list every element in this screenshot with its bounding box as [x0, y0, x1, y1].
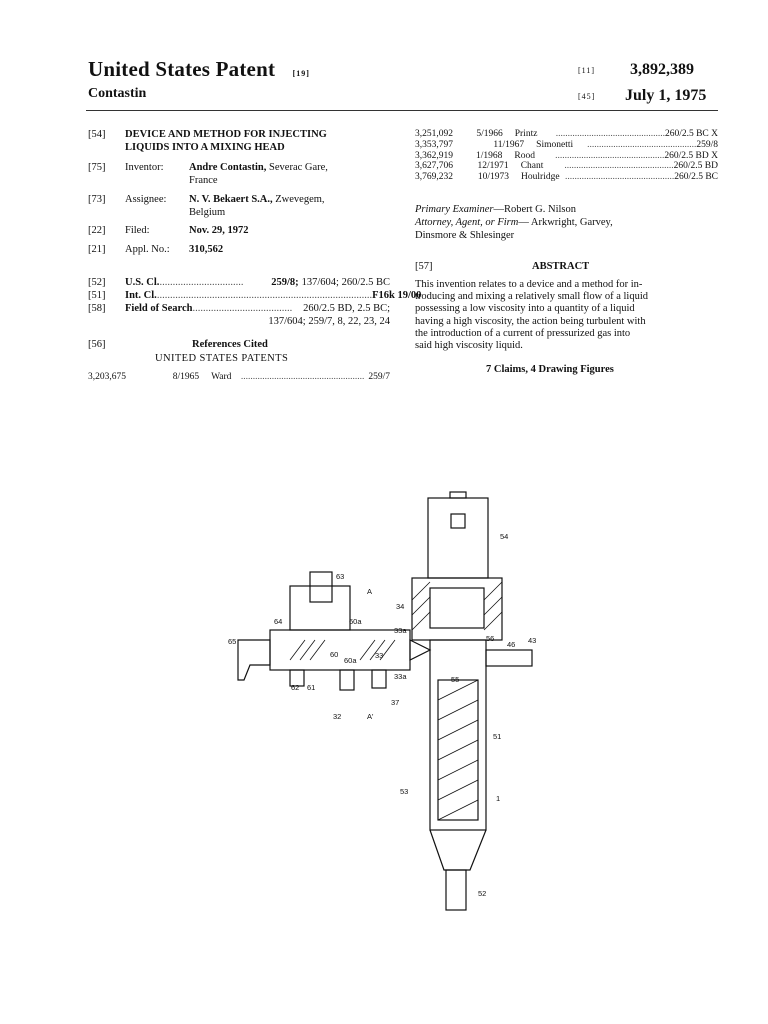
figure-label: 53: [400, 787, 409, 796]
patent-number-code: [11]: [578, 66, 596, 75]
attorney-name1: — Arkwright, Garvey,: [518, 217, 613, 228]
assignee-field-code: [73]: [88, 194, 106, 205]
ref-leader: ..............................................: [587, 139, 697, 150]
figure-label: 46: [507, 640, 516, 649]
abstract-line: the introduction of a current of pressurized gas into: [415, 327, 631, 339]
search-leader: ......................................: [192, 303, 293, 314]
abstract-line: troducing and mixing a relatively small flow of a liquid: [415, 291, 648, 303]
refs-subtitle: UNITED STATES PATENTS: [155, 353, 289, 364]
ref-number: 3,627,706: [415, 161, 453, 172]
figure-labels: [228, 532, 536, 898]
ref-name: Simonetti: [536, 139, 574, 150]
figure-label: 60: [330, 650, 339, 659]
patent-title: United States Patent: [88, 57, 276, 81]
claims-summary: 7 Claims, 4 Drawing Figures: [486, 364, 614, 375]
ref-date: 8/1965: [172, 372, 200, 382]
injector-body: [270, 630, 410, 670]
injector-tip: [410, 640, 430, 660]
ref-class: 260/2.5 BD X: [664, 150, 718, 161]
figure-label: 43: [528, 636, 537, 645]
ref-date: 11/1967: [493, 139, 525, 150]
intcl-field-code: [51]: [88, 290, 106, 301]
figure-label: 34: [396, 602, 405, 611]
figure-label: 52: [478, 889, 487, 898]
ref-class: 259/8: [696, 139, 718, 150]
inventor-name: Andre Contastin,: [189, 162, 267, 173]
figure-label: 33a: [394, 626, 407, 635]
filed-value: Nov. 29, 1972: [189, 225, 249, 236]
assignee-name: N. V. Bekaert S.A.,: [189, 194, 273, 205]
figure-label: 56: [486, 634, 495, 643]
fitting-32: [340, 670, 354, 690]
ref-number: 3,362,919: [415, 150, 453, 161]
ref-number: 3,251,092: [415, 129, 453, 139]
assignee-place1: Zwevegem,: [275, 194, 325, 205]
assignee-place2: Belgium: [189, 207, 226, 218]
figure-label: 1: [496, 794, 501, 803]
ref-leader: ..............................................: [555, 150, 665, 161]
inventor-surname: Contastin: [88, 86, 147, 101]
abstract-line: This invention relates to a device and a method for in-: [415, 279, 643, 290]
ref-name: Chant: [520, 161, 544, 172]
upper-chamber: [430, 588, 484, 628]
intcl-label: Int. Cl.: [125, 290, 157, 301]
figure-label: 60a: [349, 617, 362, 626]
search-value2: 137/604; 259/7, 8, 22, 23, 24: [268, 316, 390, 327]
ref-number: 3,353,797: [415, 139, 453, 150]
nozzle-cone: [430, 830, 486, 870]
ref-name: Rood: [514, 150, 535, 161]
figure-label: 32: [333, 712, 342, 721]
refs-title: References Cited: [192, 339, 268, 350]
fitting-37: [372, 670, 386, 688]
ref-date: 5/1966: [476, 129, 503, 139]
abstract-title: ABSTRACT: [532, 261, 590, 272]
title-code: [19]: [292, 69, 310, 78]
figure-label: 64: [274, 617, 283, 626]
uscl-value-bold: 259/8;: [271, 277, 299, 288]
figure-label: A': [367, 712, 374, 721]
ref-class: 260/2.5 BC: [674, 172, 718, 183]
filed-field-code: [22]: [88, 225, 106, 236]
ref-date: 1/1968: [476, 150, 503, 161]
inlet-pipe: [486, 650, 532, 666]
ref-number: 3,203,675: [88, 372, 126, 382]
inventor-field-code: [75]: [88, 162, 106, 173]
ref-class: 259/7: [368, 372, 390, 382]
injector-block: [290, 586, 350, 630]
figure-label: 54: [500, 532, 509, 541]
figure-label: A: [367, 587, 373, 596]
assignee-label: Assignee:: [125, 194, 167, 205]
figure-label: 63: [336, 572, 345, 581]
valve-63: [310, 572, 332, 602]
ref-date: 10/1973: [477, 172, 510, 183]
uscl-field-code: [52]: [88, 277, 106, 288]
intcl-value: F16k 19/00: [372, 290, 422, 301]
abstract-line: having a high viscosity, the action being turbulent with: [415, 315, 646, 327]
abstract-line: possessing a low viscosity into a quantity of a liquid: [415, 303, 635, 315]
motor-window: [451, 514, 465, 528]
figure-label: 33a: [394, 672, 407, 681]
ref-name: Printz: [514, 129, 538, 139]
examiner-label: Primary Examiner: [415, 204, 494, 215]
examiner-name: —Robert G. Nilson: [493, 204, 576, 215]
figure-label: 37: [391, 698, 400, 707]
ref-leader: ..............................................: [555, 129, 665, 139]
figure-label: 55: [451, 675, 460, 684]
motor-cap: [450, 492, 466, 498]
uscl-leader: ................................: [159, 277, 244, 288]
appl-label: Appl. No.:: [125, 244, 170, 255]
figure-label: 61: [307, 683, 316, 692]
ref-name: Houlridge: [521, 172, 560, 183]
invention-title-line2: LIQUIDS INTO A MIXING HEAD: [125, 142, 285, 153]
ref-class: 260/2.5 BD: [673, 161, 718, 172]
ref-number: 3,769,232: [415, 172, 453, 183]
figure-label: 62: [291, 683, 300, 692]
ref-leader: ..............................................: [564, 161, 674, 172]
ref-name: Ward: [211, 372, 232, 382]
patent-date: July 1, 1975: [625, 87, 707, 104]
figure-label: 60a: [344, 656, 357, 665]
appl-field-code: [21]: [88, 244, 106, 255]
search-field-code: [58]: [88, 303, 106, 314]
motor-housing: [428, 498, 488, 578]
figure-label: 65: [228, 637, 237, 646]
outlet-tube: [446, 870, 466, 910]
handle-65: [238, 640, 270, 680]
patent-number: 3,892,389: [630, 61, 694, 78]
figure-label: 33: [375, 651, 384, 660]
abstract-code: [57]: [415, 261, 433, 272]
attorney-label: Attorney, Agent, or Firm: [415, 217, 519, 228]
title-field-code: [54]: [88, 129, 106, 140]
appl-value: 310,562: [189, 244, 224, 255]
search-label: Field of Search: [125, 303, 193, 314]
invention-title-line1: DEVICE AND METHOD FOR INJECTING: [125, 129, 327, 140]
upper-body: [412, 578, 502, 640]
inventor-label: Inventor:: [125, 162, 164, 173]
abstract-line: said high viscosity liquid.: [415, 340, 523, 352]
uscl-value-rest: 137/604; 260/2.5 BC: [301, 277, 390, 288]
uscl-label: U.S. Cl.: [125, 277, 160, 288]
patent-date-code: [45]: [578, 92, 596, 101]
intcl-leader: ..................................................................................: [156, 290, 373, 301]
filed-label: Filed:: [125, 225, 150, 236]
ref-leader: ..............................................: [564, 172, 675, 183]
ref-class: 260/2.5 BC X: [664, 129, 718, 139]
ref-leader: ....................................................: [240, 372, 365, 382]
attorney-name2: Dinsmore & Shlesinger: [415, 230, 515, 241]
inventor-place1: Severac Gare,: [269, 162, 328, 173]
inventor-place2: France: [189, 175, 218, 186]
refs-field-code: [56]: [88, 339, 106, 350]
ref-date: 12/1971: [477, 161, 509, 172]
figure-label: 51: [493, 732, 502, 741]
search-value1: 260/2.5 BD, 2.5 BC;: [303, 303, 390, 314]
